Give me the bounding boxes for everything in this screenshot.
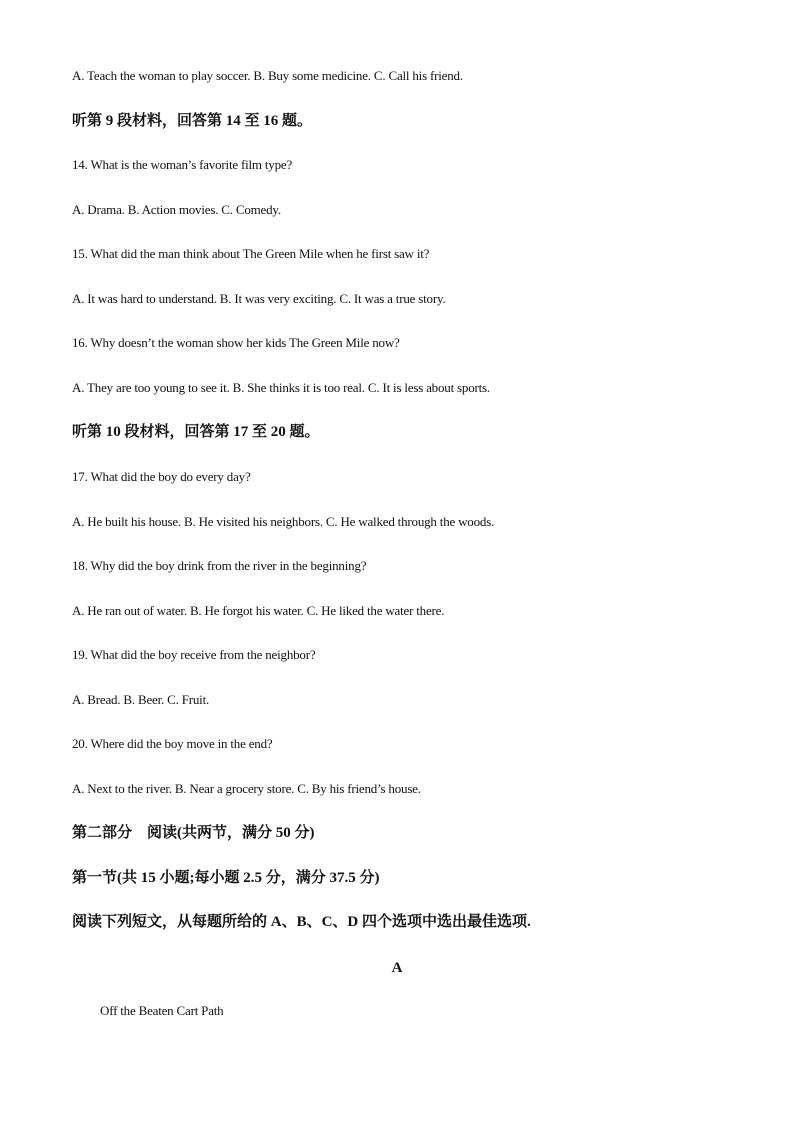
question-18: 18. Why did the boy drink from the river in the beginning? xyxy=(72,558,367,573)
q20-options: A. Next to the river. B. Near a grocery store. C. By his friend’s house. xyxy=(72,781,421,796)
question-20: 20. Where did the boy move in the end? xyxy=(72,736,273,751)
q15-options: A. It was hard to understand. B. It was very exciting. C. It was a true story. xyxy=(72,291,446,306)
section-one-heading: 第一节(共 15 小题;每小题 2.5 分，满分 37.5 分) xyxy=(72,870,380,886)
question-16: 16. Why doesn’t the woman show her kids The Green Mile now? xyxy=(72,335,400,350)
question-14: 14. What is the woman’s favorite film type? xyxy=(72,157,293,172)
q14-options: A. Drama. B. Action movies. C. Comedy. xyxy=(72,202,281,217)
q17-options: A. He built his house. B. He visited his neighbors. C. He walked through the woods. xyxy=(72,514,495,529)
section-heading-passage-9: 听第 9 段材料，回答第 14 至 16 题。 xyxy=(72,113,313,129)
q13-options: A. Teach the woman to play soccer. B. Buy some medicine. C. Call his friend. xyxy=(72,68,463,83)
reading-instructions: 阅读下列短文，从每题所给的 A、B、C、D 四个选项中选出最佳选项. xyxy=(72,914,531,930)
question-15: 15. What did the man think about The Green Mile when he first saw it? xyxy=(72,246,430,261)
q19-options: A. Bread. B. Beer. C. Fruit. xyxy=(72,692,210,707)
question-19: 19. What did the boy receive from the neighbor? xyxy=(72,647,316,662)
q16-options: A. They are too young to see it. B. She thinks it is too real. C. It is less about sports. xyxy=(72,380,490,395)
q18-options: A. He ran out of water. B. He forgot his water. C. He liked the water there. xyxy=(72,603,445,618)
section-heading-passage-10: 听第 10 段材料，回答第 17 至 20 题。 xyxy=(72,424,320,440)
question-17: 17. What did the boy do every day? xyxy=(72,469,251,484)
part-two-heading: 第二部分 阅读(共两节，满分 50 分) xyxy=(72,825,315,841)
passage-label: A xyxy=(391,960,403,976)
passage-title: Off the Beaten Cart Path xyxy=(100,1003,224,1018)
